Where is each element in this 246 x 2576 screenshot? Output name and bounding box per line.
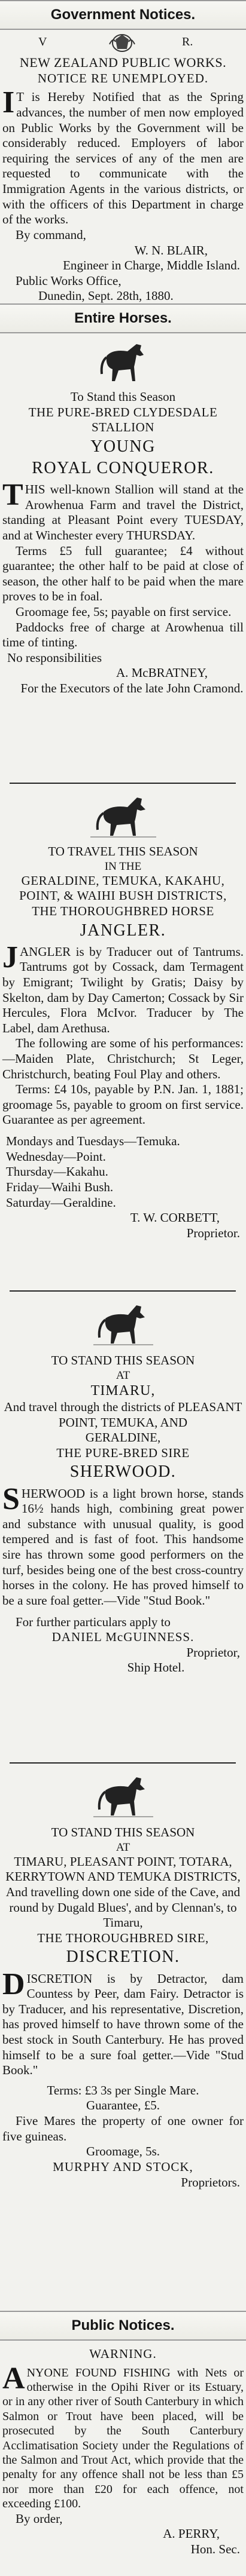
schedule-line: Thursday—Kakahu. xyxy=(6,1164,108,1179)
ad-body: THIS well-known Stallion will stand at the Arowhenua Farm and travel the District, standing at Pleasant Point every TUESDAY, and at Winchester every THURSDAY. xyxy=(2,478,244,542)
ad-body: DISCRETION is by Detractor, dam Countess by Peer, dam Fairy. Detractor is by Traducer, and his representative, Discretion, has proved himself to have thrown some of the best stock in South Canterbury. He has proved himself to be a sure foal getter.—Vide "Stud Book." xyxy=(2,1967,244,2078)
ad-terms: Terms: £4 10s, payable by P.N. Jan. 1, 1881; groomage 5s, payable to groom on first service. Guarantee as per agreement. xyxy=(2,1082,244,1127)
ad-in-the: IN THE xyxy=(104,860,142,873)
notice-title: NEW ZEALAND PUBLIC WORKS. xyxy=(19,55,227,70)
ad-intro: TO TRAVEL THIS SEASON xyxy=(48,844,198,858)
ad-at: AT xyxy=(116,1369,130,1382)
signatory-name: A. PERRY, xyxy=(163,2526,220,2541)
contact-hotel: Ship Hotel. xyxy=(127,1660,185,1675)
ad-places: TIMARU, PLEASANT POINT, TOTARA, KERRYTOWN AND TEMUKA DISTRICTS, xyxy=(5,1854,241,1884)
ad-groomage: Groomage fee, 5s; payable on first service. xyxy=(16,605,232,620)
date-line: Dunedin, Sept. 28th, 1880. xyxy=(38,289,174,303)
warning-title: WARNING. xyxy=(89,2347,157,2361)
ad-pedigree: JANGLER is by Traducer out of Tantrums. Tantrums got by Cossack, dam Termagent by Emigrant; Twilight by Gratis; Daisy by Skelton, dam by Day Camerton; Cossack by Sir Hercules, Flora McIvor. Traducer by The Label, dam Arethusa. xyxy=(2,940,244,1035)
contact-title: Proprietor, xyxy=(186,1645,240,1660)
horse-icon xyxy=(93,1771,153,1819)
ad-sherwood xyxy=(2,1299,244,1676)
signatory-title: Engineer in Charge, Middle Island. xyxy=(63,258,240,273)
ad-terms: Terms: £3 3s per Single Mare. xyxy=(47,2083,199,2097)
ad-intro: To Stand this Season xyxy=(70,390,176,404)
schedule-line: Friday—Waihi Bush. xyxy=(6,1179,114,1194)
ad-performances: The following are some of his performances:—Maiden Plate, Christchurch; St Leger, Christchurch, beating Foul Play and others. xyxy=(2,1036,244,1081)
horse-name: DISCRETION. xyxy=(66,1948,180,1967)
ad-terms: Terms £5 full guarantee; £4 without guarantee; the other half to be paid at close of season, the other half to be paid when the mare proves to be in foal. xyxy=(2,543,244,604)
ad-body: SHERWOOD is a light brown horse, stands 16½ hands high, combining great power and substance with unusual quality, is good tempered and is fast of foot. This handsome sire has thrown some good performers on the turf, besides being one of the best cross-country horses in the colony. He has proved himself to be a sure foal getter.—Vide "Stud Book." xyxy=(2,1482,244,1608)
ad-groomage: Groomage, 5s. xyxy=(86,2144,160,2159)
ad-breed: THE PURE-BRED CLYDESDALE STALLION xyxy=(28,404,218,435)
gov-notice xyxy=(2,31,244,304)
signatory-title: Hon. Sec. xyxy=(190,2541,240,2556)
ad-young-royal-conqueror xyxy=(2,338,244,697)
ad-route: And travelling down one side of the Cave, and round by Dugald Blues', and by Clennan's, to Timaru, xyxy=(5,1885,241,1930)
horse-name-line2: ROYAL CONQUEROR. xyxy=(32,458,214,477)
ad-discretion xyxy=(2,1771,244,2190)
royal-crest-icon xyxy=(107,31,137,54)
ad-intro: TO STAND THIS SEASON xyxy=(51,1825,195,1839)
ad-guarantee: Guarantee, £5. xyxy=(86,2098,160,2113)
ad-breed: THE PURE-BRED SIRE xyxy=(56,1445,190,1460)
divider xyxy=(10,1290,236,1292)
ad-jangler xyxy=(2,792,244,1241)
section-header-entire-horses xyxy=(0,303,246,333)
signatory-name: W. N. BLAIR, xyxy=(134,243,208,257)
ad-liability: No responsibilities xyxy=(7,650,102,665)
ad-geraldine: GERALDINE, xyxy=(85,1430,161,1445)
signatory-name: T. W. CORBETT, xyxy=(130,1210,220,1225)
office: Public Works Office, xyxy=(16,273,122,288)
horse-icon xyxy=(93,1299,153,1347)
section-header-government xyxy=(0,0,246,30)
schedule-line: Mondays and Tuesdays—Temuka. xyxy=(6,1134,180,1149)
warning-body: ANYONE FOUND FISHING with Nets or otherwise in the Opihi River or its Estuary, or in any other river of South Canterbury in which Salmon or Trout have been placed, will be prosecuted by the South Canterbury Acclimatisation Society under the Regulations of the Salmon and Trout Act, which provide that the penalty for any offence shall not be less than £5 nor more than £20 for each offence, not exceeding £100. xyxy=(2,2361,244,2511)
crest-letter-v: V xyxy=(38,35,47,48)
ad-paddocks: Paddocks free of charge at Arowhenua till time of tinting. xyxy=(2,620,244,650)
ad-travel: And travel through the districts of PLEASANT POINT, TEMUKA, AND xyxy=(4,1400,242,1430)
ad-intro: TO STAND THIS SEASON xyxy=(51,1353,195,1367)
signatory-title: Proprietor. xyxy=(186,1225,240,1240)
divider xyxy=(10,783,236,784)
ad-further: For further particulars apply to xyxy=(16,1614,171,1629)
horse-name-line1: YOUNG xyxy=(90,437,156,456)
warning-notice xyxy=(2,2347,244,2557)
contact-name: DANIEL McGUINNESS. xyxy=(51,1630,195,1645)
horse-icon xyxy=(90,792,156,839)
ad-at: AT xyxy=(116,1841,130,1854)
horse-name: SHERWOOD. xyxy=(69,1462,177,1482)
ad-breed: THE THOROUGHBRED SIRE, xyxy=(37,1930,209,1945)
signatory-title: Proprietors. xyxy=(181,2175,240,2189)
section-title: Public Notices. xyxy=(71,2317,175,2334)
crest-row xyxy=(2,31,244,55)
ad-breed: THE THOROUGHBRED HORSE xyxy=(32,904,214,918)
signatory-name: MURPHY AND STOCK, xyxy=(53,2159,193,2174)
ad-place: TIMARU, xyxy=(90,1382,156,1399)
by-command: By command, xyxy=(16,227,86,242)
section-header-public xyxy=(0,2311,246,2341)
divider xyxy=(10,1762,236,1764)
by-order: By order, xyxy=(16,2511,63,2526)
signatory-for: For the Executors of the late John Cramond. xyxy=(20,681,244,696)
crest-letter-r: R. xyxy=(182,35,193,48)
section-title: Entire Horses. xyxy=(74,310,172,327)
schedule-line: Wednesday—Point. xyxy=(6,1149,106,1164)
ad-districts: GERALDINE, TEMUKA, KAKAHU, POINT, & WAIHI BUSH DISTRICTS, xyxy=(19,873,227,903)
notice-body: IT is Hereby Notified that as the Spring advances, the number of men now employed on Public Works by the Government will be considerably reduced. Employers of labor requiring the services of any of the men are requested to communicate with the Immigration Agents in the various districts, or with the officers of this Department in charge of the works. xyxy=(2,85,244,227)
horse-icon xyxy=(95,338,152,386)
notice-subtitle: NOTICE RE UNEMPLOYED. xyxy=(37,70,209,85)
signatory-name: A. McBRATNEY, xyxy=(116,666,208,680)
ad-five-mares: Five Mares the property of one owner for five guineas. xyxy=(2,2114,244,2143)
schedule-line: Saturday—Geraldine. xyxy=(6,1195,116,1210)
horse-name: JANGLER. xyxy=(80,921,166,940)
section-title: Government Notices. xyxy=(50,7,196,23)
